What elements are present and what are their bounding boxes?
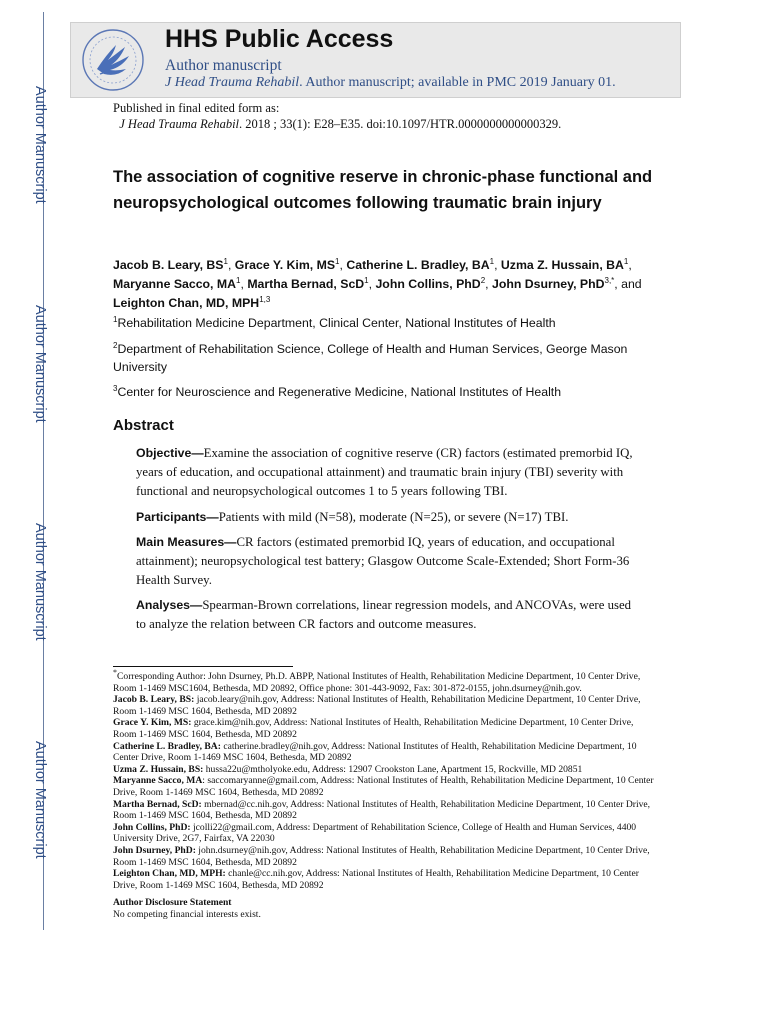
footnotes: [113, 667, 658, 920]
author-list: [113, 256, 673, 313]
published-label: Published in final edited form as:: [113, 101, 280, 115]
author-contact: [113, 799, 658, 822]
footnote-mark: *: [113, 667, 117, 677]
author-contact-name: John Dsurney, PhD:: [113, 844, 196, 856]
affiliation-text: Center for Neuroscience and Regenerative Medicine, National Institutes of Health: [117, 385, 562, 399]
author-sup: 1,3: [259, 294, 271, 304]
author-contact-text: chanle@cc.nih.gov, Address: National Institutes of Health, Rehabilitation Medicine Department, 10 Center Drive, Room 1-1469 MSC 1604, Bethesda, MD 20892: [113, 868, 639, 891]
abstract-section-label: Objective—: [136, 446, 204, 460]
abstract-section-label: Main Measures—: [136, 535, 237, 549]
author-contact: [113, 822, 658, 845]
author-contact-name: Maryanne Sacco, MA: [113, 775, 203, 787]
affiliation-sup: 2: [113, 340, 118, 350]
published-citation: [113, 116, 561, 132]
author-sup: 3,*: [604, 275, 615, 285]
author-contact: [113, 775, 658, 798]
availability-line: [165, 75, 616, 91]
article-title: The association of cognitive reserve in chronic-phase functional and neuropsychological outcomes following traumatic brain injury: [113, 168, 653, 212]
affiliation: [113, 340, 673, 376]
author-contact-text: hussa22u@mtholyoke.edu, Address: 12907 Crookston Lane, Apartment 15, Rockville, MD 20851: [203, 763, 583, 775]
author-sep: ,: [494, 258, 501, 272]
author-contact-text: john.dsurney@nih.gov, Address: National Institutes of Health, Rehabilitation Medicine Department, 10 Center Drive, Room 1-1469 MSC 1604, Bethesda, MD 20892: [113, 844, 650, 868]
header-title: HHS Public Access: [165, 25, 394, 53]
author-contact-text: catherine.bradley@nih.gov, Address: National Institutes of Health, Rehabilitation Medicine Department, 10 Center Drive, Room 1-1469 MSC 1604, Bethesda, MD 20892: [113, 740, 637, 764]
author-contact-name: Uzma Z. Hussain, BS:: [113, 763, 204, 775]
author-sup: 2: [480, 275, 486, 285]
availability-text: . Author manuscript; available in PMC 2019 January 01.: [299, 75, 616, 90]
author-contact-name: John Collins, PhD:: [113, 821, 191, 833]
author-name: John Dsurney, PhD: [491, 277, 605, 291]
corresponding-author-note: [113, 667, 658, 694]
abstract-section-label: Participants—: [136, 510, 219, 524]
author-sep: ,: [485, 277, 492, 291]
author-name: Catherine L. Bradley, BA: [346, 258, 490, 272]
side-label-author-manuscript: Author Manuscript: [32, 741, 48, 859]
author-contact-text: grace.kim@nih.gov, Address: National Institutes of Health, Rehabilitation Medicine Department, 10 Center Drive, Room 1-1469 MSC 1604, Bethesda, MD 20892: [113, 717, 634, 740]
author-contact-text: mbernad@cc.nih.gov, Address: National Institutes of Health, Rehabilitation Medicine Department, 10 Center Drive, Room 1-1469 MSC 1604, Bethesda, MD 20892: [113, 798, 651, 822]
abstract-section-text: Spearman-Brown correlations, linear regression models, and ANCOVAs, were used to analyze the relation between CR factors and outcome measures.: [136, 598, 632, 631]
author-sup: 1: [223, 256, 228, 266]
author-name: Jacob B. Leary, BS: [113, 258, 224, 272]
abstract-analyses: [136, 596, 636, 634]
hhs-eagle-logo-icon: [80, 27, 146, 93]
author-contact-text: : saccomaryanne@gmail.com, Address: National Institutes of Health, Rehabilitation Medicine Department, 10 Center Drive, Room 1-1469 MSC 1604, Bethesda, MD 20892: [113, 775, 654, 798]
author-sep: ,: [368, 277, 376, 291]
published-info: [113, 100, 561, 132]
author-sep: , and: [614, 277, 642, 291]
author-name: Uzma Z. Hussain, BA: [500, 258, 624, 272]
author-sup: 1: [623, 256, 629, 266]
author-sup: 1: [364, 275, 369, 285]
author-contact-text: jacob.leary@nih.gov, Address: National Institutes of Health, Rehabilitation Medicine Department, 10 Center Drive, Room 1-1469 MSC 1604, Bethesda, MD 20892: [113, 694, 641, 717]
author-contact-name: Martha Bernad, ScD:: [113, 798, 202, 810]
hhs-header: [70, 22, 681, 98]
author-contact: [113, 741, 658, 764]
affiliation-sup: 1: [113, 314, 118, 324]
author-contact-name: Jacob B. Leary, BS:: [113, 694, 195, 706]
author-name: Leighton Chan, MD, MPH: [113, 296, 260, 310]
affiliation: [113, 314, 673, 332]
author-contact-name: Catherine L. Bradley, BA:: [113, 740, 221, 752]
side-label-author-manuscript: Author Manuscript: [32, 305, 48, 423]
footnote-rule: [113, 666, 293, 667]
abstract-participants: [136, 508, 636, 527]
author-name: Maryanne Sacco, MA: [113, 277, 237, 291]
affiliation: [113, 383, 673, 401]
side-label-author-manuscript: Author Manuscript: [32, 86, 48, 204]
author-sep: ,: [240, 277, 248, 291]
author-sep: ,: [339, 258, 347, 272]
disclosure-heading: Author Disclosure Statement: [113, 897, 232, 909]
author-sup: 1: [489, 256, 495, 266]
author-contact-name: Grace Y. Kim, MS:: [113, 717, 192, 729]
author-contact: [113, 717, 658, 740]
affiliation-text: Department of Rehabilitation Science, College of Health and Human Services, George Mason University: [113, 342, 628, 374]
author-contact-name: Leighton Chan, MD, MPH:: [113, 868, 226, 880]
abstract-section-label: Analyses—: [136, 598, 203, 612]
author-contact-text: jcolli22@gmail.com, Address: Department of Rehabilitation Science, College of Health and Human Services, 4400 University Drive, 2G7, Fairfax, VA 22030: [113, 821, 637, 845]
affiliation-sup: 3: [113, 383, 118, 393]
published-journal: J Head Trauma Rehabil: [119, 117, 240, 131]
author-name: John Collins, PhD: [375, 277, 481, 291]
author-contact: [113, 845, 658, 868]
author-contact: [113, 694, 658, 717]
corresponding-author-text: Corresponding Author: John Dsurney, Ph.D. ABPP, National Institutes of Health, Rehabilitation Medicine Department, 10 Center Drive, Room 1-1469 MSC1604, Bethesda, MD 20892, Office phone: 301-443-9092, Fax: 301-872-0155, john.dsurney@nih.gov.: [113, 671, 641, 694]
affiliation-text: Rehabilitation Medicine Department, Clinical Center, National Institutes of Health: [117, 316, 556, 330]
abstract-section-text: Examine the association of cognitive reserve (CR) factors (estimated premorbid IQ, years of education, and occupational attainment) and traumatic brain injury (TBI) severity with functional and neuropsychological outcomes 1 to 5 years following TBI.: [136, 446, 633, 498]
author-contact: [113, 868, 658, 891]
journal-abbrev: J Head Trauma Rehabil: [165, 75, 300, 90]
author-contact: [113, 764, 658, 776]
abstract-objective: [136, 444, 636, 501]
author-sup: 1: [236, 275, 241, 285]
author-manuscript-label: Author manuscript: [165, 57, 282, 74]
abstract-section-text: Patients with mild (N=58), moderate (N=25), or severe (N=17) TBI.: [218, 510, 569, 524]
published-citation-text: . 2018 ; 33(1): E28–E35. doi:10.1097/HTR.0000000000000329.: [239, 117, 562, 131]
abstract-section-text: CR factors (estimated premorbid IQ, years of education, and occupational attainment); neuropsychological test battery; Glasgow Outcome Scale-Extended; Short Form-36 Health Survey.: [136, 535, 630, 587]
disclosure-text: No competing financial interests exist.: [113, 908, 261, 920]
author-name: Grace Y. Kim, MS: [234, 258, 336, 272]
abstract-main-measures: [136, 533, 636, 590]
author-name: Martha Bernad, ScD: [247, 277, 365, 291]
side-label-author-manuscript: Author Manuscript: [32, 523, 48, 641]
author-sep: ,: [628, 258, 632, 272]
author-sup: 1: [335, 256, 340, 266]
author-sep: ,: [227, 258, 235, 272]
abstract-heading: Abstract: [113, 417, 174, 434]
